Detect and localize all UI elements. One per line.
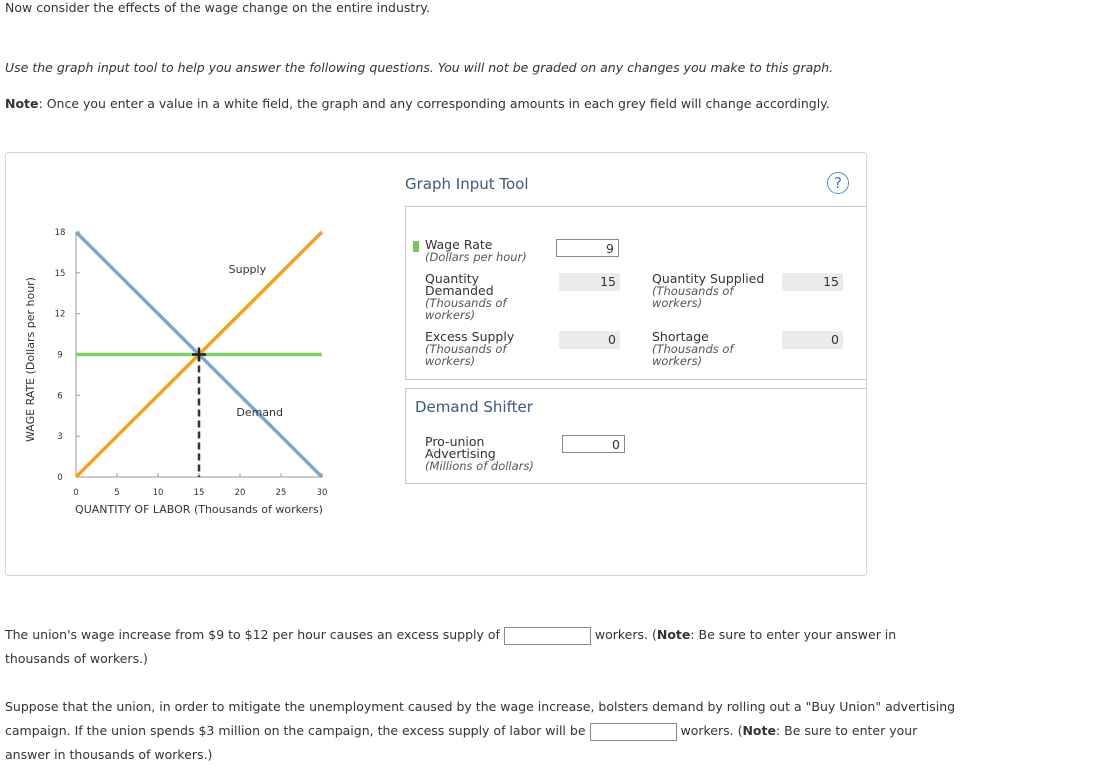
demand-label: Demand xyxy=(236,406,284,420)
quantity-demanded-unit-2: workers) xyxy=(425,308,476,322)
q1-line-2: thousands of workers.) xyxy=(5,651,148,666)
x-axis-label: QUANTITY OF LABOR (Thousands of workers) xyxy=(75,503,323,516)
quantity-demanded-label: Quantity xyxy=(425,271,480,286)
q1-text: The union's wage increase from $9 to $12 per hour causes an excess supply of xyxy=(5,627,500,642)
q2-note-label: Note xyxy=(742,723,776,738)
y-tick-label: 12 xyxy=(54,309,66,320)
x-tick-label: 20 xyxy=(234,488,246,498)
y-tick-label: 3 xyxy=(57,432,63,443)
shortage-unit-2: workers) xyxy=(652,354,703,368)
x-tick-label: 10 xyxy=(152,488,164,498)
y-tick-label: 18 xyxy=(54,228,66,238)
q2-note-text: : Be sure to enter your xyxy=(775,723,918,738)
advertising-label-2: Advertising xyxy=(425,446,496,461)
wage-line-legend-icon xyxy=(413,241,419,252)
q2-line-1: Suppose that the union, in order to mitigate the unemployment caused by the wage increase, bolsters demand by rolling out a "Buy Union" advertising xyxy=(5,699,956,714)
q1-note-text: : Be sure to enter your answer in xyxy=(690,627,897,642)
help-icon[interactable]: ? xyxy=(827,172,849,194)
advertising-input[interactable]: 0 xyxy=(562,435,625,453)
quantity-demanded-unit: (Thousands of xyxy=(425,296,507,310)
y-tick-label: 6 xyxy=(57,391,63,402)
wage-rate-label: Wage Rate xyxy=(425,237,493,252)
x-tick-label: 5 xyxy=(114,488,120,498)
wage-rate-unit: (Dollars per hour) xyxy=(425,250,527,264)
q1-answer-input[interactable] xyxy=(504,627,591,645)
y-tick-label: 9 xyxy=(57,350,63,361)
question-1 xyxy=(5,623,896,647)
q2-answer-input[interactable] xyxy=(590,723,677,741)
graph-input-tool-title: Graph Input Tool xyxy=(405,175,529,193)
q2-text-after: workers. ( xyxy=(676,723,743,738)
shortage-label: Shortage xyxy=(652,329,709,344)
demand-shifter-title: Demand Shifter xyxy=(415,398,533,416)
advertising-label: Pro-union xyxy=(425,434,485,449)
advertising-unit: (Millions of dollars) xyxy=(425,459,534,473)
q1-note-label: Note xyxy=(656,627,691,642)
supply-label: Supply xyxy=(228,263,267,277)
x-tick-label: 30 xyxy=(316,488,328,498)
q1-text-after: workers. ( xyxy=(590,627,657,642)
x-tick-label: 0 xyxy=(73,488,79,498)
note-text xyxy=(5,96,830,111)
shortage-unit: (Thousands of xyxy=(652,342,734,356)
y-tick-label: 0 xyxy=(57,473,63,483)
shortage-output: 0 xyxy=(782,331,843,349)
q2-line-3: answer in thousands of workers.) xyxy=(5,747,213,762)
note-body: : Once you enter a value in a white field, the graph and any corresponding amounts in each grey field will change accordingly. xyxy=(38,96,830,111)
instructions-text: Use the graph input tool to help you answer the following questions. You will not be graded on any changes you make to this graph. xyxy=(5,60,834,75)
quantity-supplied-label: Quantity Supplied xyxy=(652,271,765,286)
quantity-supplied-output: 15 xyxy=(782,273,843,291)
quantity-demanded-output: 15 xyxy=(559,273,620,291)
quantity-supplied-unit: (Thousands of xyxy=(652,284,734,298)
wage-rate-input[interactable]: 9 xyxy=(556,239,619,257)
note-label: Note xyxy=(5,96,39,111)
quantity-supplied-unit-2: workers) xyxy=(652,296,703,310)
q2-text: campaign. If the union spends $3 million on the campaign, the excess supply of labor will be xyxy=(5,723,586,738)
x-tick-label: 15 xyxy=(193,488,205,498)
excess-supply-output: 0 xyxy=(559,331,620,349)
excess-supply-unit: (Thousands of xyxy=(425,342,507,356)
excess-supply-unit-2: workers) xyxy=(425,354,476,368)
x-tick-label: 25 xyxy=(275,488,287,498)
y-tick-label: 15 xyxy=(54,268,66,279)
y-axis-label: WAGE RATE (Dollars per hour) xyxy=(24,277,37,442)
quantity-demanded-label-2: Demanded xyxy=(425,283,494,298)
labor-market-chart[interactable] xyxy=(10,220,390,530)
question-2 xyxy=(5,719,917,743)
excess-supply-label: Excess Supply xyxy=(425,329,515,344)
intro-text: Now consider the effects of the wage change on the entire industry. xyxy=(5,0,431,15)
